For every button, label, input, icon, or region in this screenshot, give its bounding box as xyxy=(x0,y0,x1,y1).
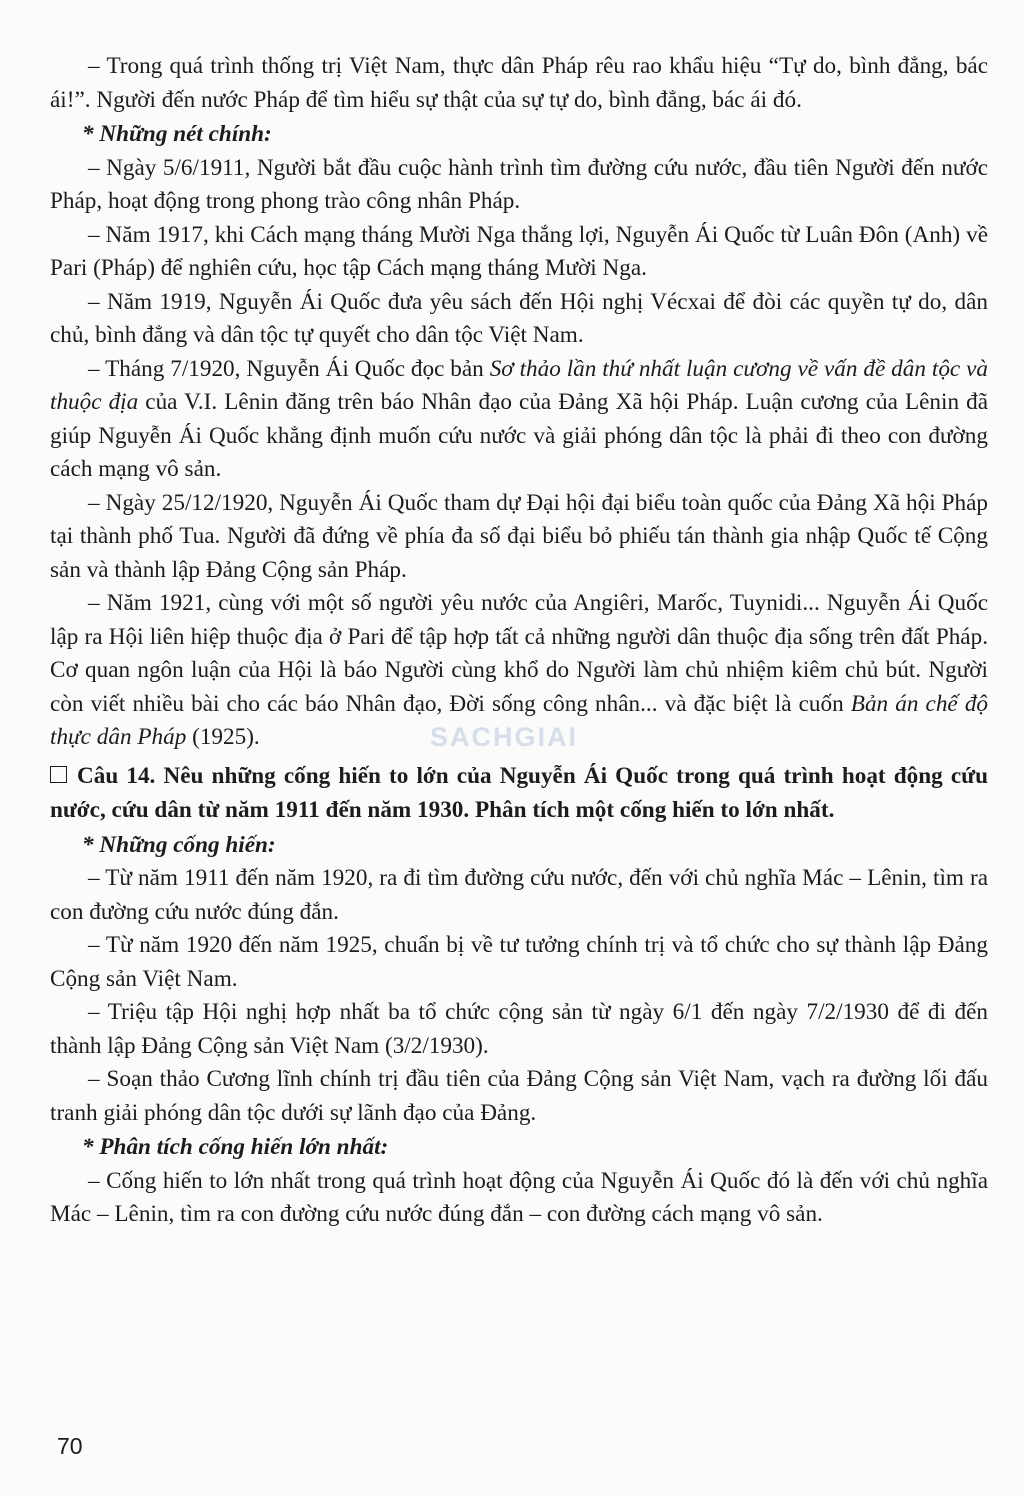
paragraph-july-1920-text-a: – Tháng 7/1920, Nguyễn Ái Quốc đọc bản xyxy=(88,355,490,382)
analysis-paragraph: – Cống hiến to lớn nhất trong quá trình hoạt động của Nguyễn Ái Quốc đó là đến với chủ nghĩa Mác – Lênin, tìm ra con đường cứu nước đúng đắn – con đường cách mạng vô sản. xyxy=(50,1167,988,1227)
paragraph-july-1920 xyxy=(50,353,988,487)
paragraph-1911: – Ngày 5/6/1911, Người bắt đầu cuộc hành trình tìm đường cứu nước, đầu tiên Người đến nước Pháp, hoạt động trong phong trào công nhân Pháp. xyxy=(50,154,988,214)
contribution-3: – Triệu tập Hội nghị hợp nhất ba tổ chức cộng sản từ ngày 6/1 đến ngày 7/2/1930 để đi đến thành lập Đảng Cộng sản Việt Nam (3/2/1930). xyxy=(50,999,988,1059)
section-heading-analysis: * Phân tích cống hiến lớn nhất: xyxy=(82,1134,389,1160)
contribution-1: – Từ năm 1911 đến năm 1920, ra đi tìm đường cứu nước, đến với chủ nghĩa Mác – Lênin, tìm ra con đường cứu nước đúng đắn. xyxy=(50,865,988,925)
page-number: 70 xyxy=(57,1433,83,1459)
paragraph-1921-text-a: – Năm 1921, cùng với một số người yêu nước của Angiêri, Marốc, Tuynidi... Nguyễn Ái Quốc lập ra Hội liên hiệp thuộc địa ở Pari để tập hợp tất cả những người dân thuộc địa sống trên đất Pháp. Cơ quan ngôn luận của Hội là báo Người cùng khổ do Người làm chủ nhiệm kiêm chủ bút. Người còn viết nhiều bài cho các báo Nhân đạo, Đời sống công nhân... và đặc biệt là cuốn xyxy=(50,590,988,717)
paragraph-1917: – Năm 1917, khi Cách mạng tháng Mười Nga thắng lợi, Nguyễn Ái Quốc từ Luân Đôn (Anh) về Pari (Pháp) để nghiên cứu, học tập Cách mạng tháng Mười Nga. xyxy=(50,221,988,281)
contribution-4: – Soạn thảo Cương lĩnh chính trị đầu tiên của Đảng Cộng sản Việt Nam, vạch ra đường lối đấu tranh giải phóng dân tộc dưới sự lãnh đạo của Đảng. xyxy=(50,1066,988,1126)
paragraph-1921 xyxy=(50,587,988,755)
section-heading-main-features: * Những nét chính: xyxy=(82,121,272,147)
intro-paragraph: – Trong quá trình thống trị Việt Nam, thực dân Pháp rêu rao khẩu hiệu “Tự do, bình đẳng, bác ái!”. Người đến nước Pháp để tìm hiểu sự thật của sự tự do, bình đẳng, bác ái đó. xyxy=(50,53,988,113)
contribution-2: – Từ năm 1920 đến năm 1925, chuẩn bị về tư tưởng chính trị và tổ chức cho sự thành lập Đảng Cộng sản Việt Nam. xyxy=(50,932,988,992)
paragraph-1921-text-b: (1925). xyxy=(186,724,260,750)
question-14-text: Câu 14. Nêu những cống hiến to lớn của Nguyễn Ái Quốc trong quá trình hoạt động cứu nước, cứu dân từ năm 1911 đến năm 1930. Phân tích một cống hiến to lớn nhất. xyxy=(50,762,988,823)
document-page xyxy=(50,50,988,1232)
paragraph-dec-1920: – Ngày 25/12/1920, Nguyễn Ái Quốc tham dự Đại hội đại biểu toàn quốc của Đảng Xã hội Pháp tại thành phố Tua. Người đã đứng về phía đa số đại biểu bỏ phiếu tán thành gia nhập Quốc tế Cộng sản và thành lập Đảng Cộng sản Pháp. xyxy=(50,489,988,583)
paragraph-july-1920-text-b: của V.I. Lênin đăng trên báo Nhân đạo của Đảng Xã hội Pháp. Luận cương của Lênin đã giúp Nguyễn Ái Quốc khẳng định muốn cứu nước và giải phóng dân tộc là phải đi theo con đường cách mạng vô sản. xyxy=(50,389,988,482)
question-14 xyxy=(50,759,988,827)
book-title: Bản án chế độ thực dân Pháp xyxy=(50,690,989,750)
watermark: SACHGIAI xyxy=(430,722,579,752)
thesis-title: Sơ thảo lần thứ nhất luận cương về vấn đề dân tộc và thuộc địa xyxy=(50,355,988,415)
section-heading-contributions: * Những cống hiến: xyxy=(82,831,276,858)
checkbox-icon xyxy=(50,766,67,783)
paragraph-1919: – Năm 1919, Nguyễn Ái Quốc đưa yêu sách đến Hội nghị Vécxai để đòi các quyền tự do, dân chủ, bình đẳng và dân tộc tự quyết cho dân tộc Việt Nam. xyxy=(50,288,988,348)
